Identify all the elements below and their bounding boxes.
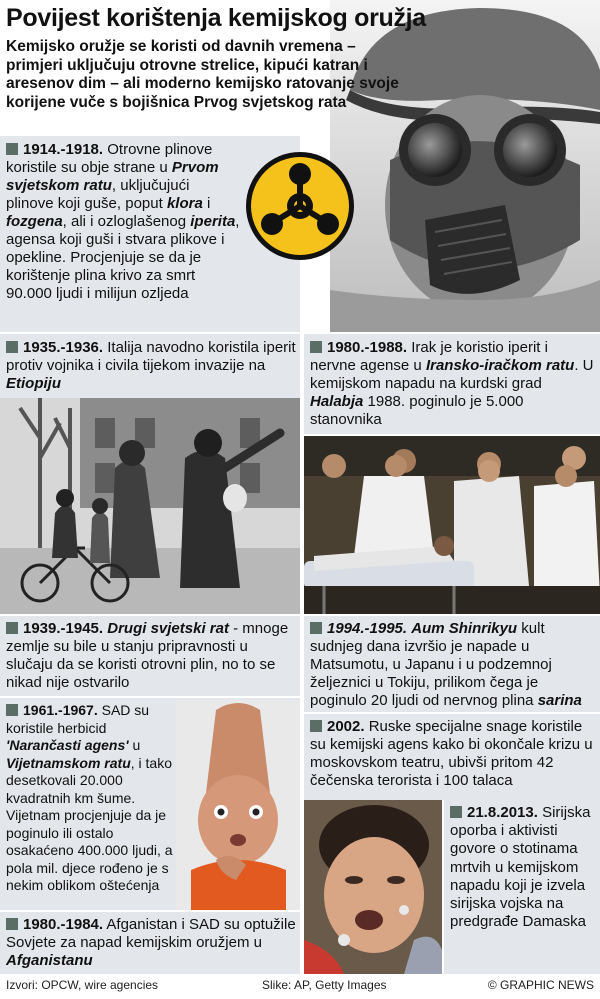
bullet-square xyxy=(6,341,18,353)
event-1994-1995-text: 1994.-1995. Aum Shinrikyu kult sudnjeg dana izvršio je napade u Matsumotu, u Japanu i u podzemnoj željeznici u Tokiju, prilikom čega je poginulo 20 ljudi od nervnog plina sarina xyxy=(310,620,582,709)
event-2002-text: 2002. Ruske specijalne snage koristile su kemijski agens kako bi okončale krizu u moskovskom teatru, ubivši pritom 42 čečenska terorista i 100 talaca xyxy=(310,718,593,789)
bullet-square xyxy=(6,143,18,155)
bullet-square xyxy=(450,806,462,818)
footer-image-credits: Slike: AP, Getty Images xyxy=(262,978,387,992)
bullet-square xyxy=(310,341,322,353)
footer-credit: © GRAPHIC NEWS xyxy=(487,978,594,992)
bullet-square xyxy=(6,918,18,930)
bullet-square xyxy=(6,622,18,634)
event-1961-1967-text: 1961.-1967. SAD su koristile herbicid 'Narančasti agens' u Vijetnamskom ratu, i tako desetkovali 20.000 kvadratnih km šume. Vijetnam procjenjuje da je poginulo ili ostalo osakaćeno 400.000 ljudi, a pola mil. djece rođeno je s nekim oblikom oštećenja xyxy=(6,702,173,893)
chemical-weapons-symbol-icon xyxy=(244,150,356,262)
syrian-boy-photo xyxy=(304,800,442,974)
wwii-street-photo xyxy=(0,398,300,614)
hospital-victims-photo xyxy=(304,436,600,614)
bullet-square xyxy=(6,704,18,716)
event-1914-1918-text: 1914.-1918. Otrovne plinove koristile su obje strane u Prvom svjetskom ratu, uključujući plinove koji guše, poput klora i fozgena, ali i ozloglašenog iperita, agensa koji guši i stvara plikove i opekline. Procjenjuje se da je korištenje plina krivo za smrt 90.000 ljudi i milijun ozljeda xyxy=(6,141,240,302)
child-photo xyxy=(176,700,300,910)
bullet-square xyxy=(310,720,322,732)
event-1980-1984-text: 1980.-1984. Afganistan i SAD su optužile Sovjete za napad kemijskim oružjem u Afganistanu xyxy=(6,916,296,969)
footer-sources: Izvori: OPCW, wire agencies xyxy=(6,978,159,992)
page-title: Povijest korištenja kemijskog oružja xyxy=(6,4,426,32)
event-1935-1936-text: 1935.-1936. Italija navodno koristila iperit protiv vojnika i civila tijekom invazije na Etiopiju xyxy=(6,339,296,392)
event-2013-text: 21.8.2013. Sirijska oporba i aktivisti govore o stotinama mrtvih u kemijskom napadu koji je izvela sirijska vojska na predgrađe Damaska xyxy=(450,804,591,931)
bullet-square xyxy=(310,622,322,634)
event-1980-1988-text: 1980.-1988. Irak je koristio iperit i nervne agense u Iransko-iračkom ratu. U kemijskom napadu na kurdski grad Halabja 1988. poginulo je 5.000 stanovnika xyxy=(310,339,594,428)
event-1939-1945-text: 1939.-1945. Drugi svjetski rat - mnoge zemlje su bile u stanju pripravnosti u slučaju da se koristi otrovni plin, no to se nikad nije ostvarilo xyxy=(6,620,289,691)
intro-text: Kemijsko oružje se koristi od davnih vremena – primjeri uključuju otrovne strelice, kipući katran i aresenov dim – ali moderno kemijsko ratovanje svoje korijene vuče s bojišnica Prvog svjetskog rata xyxy=(6,38,399,111)
